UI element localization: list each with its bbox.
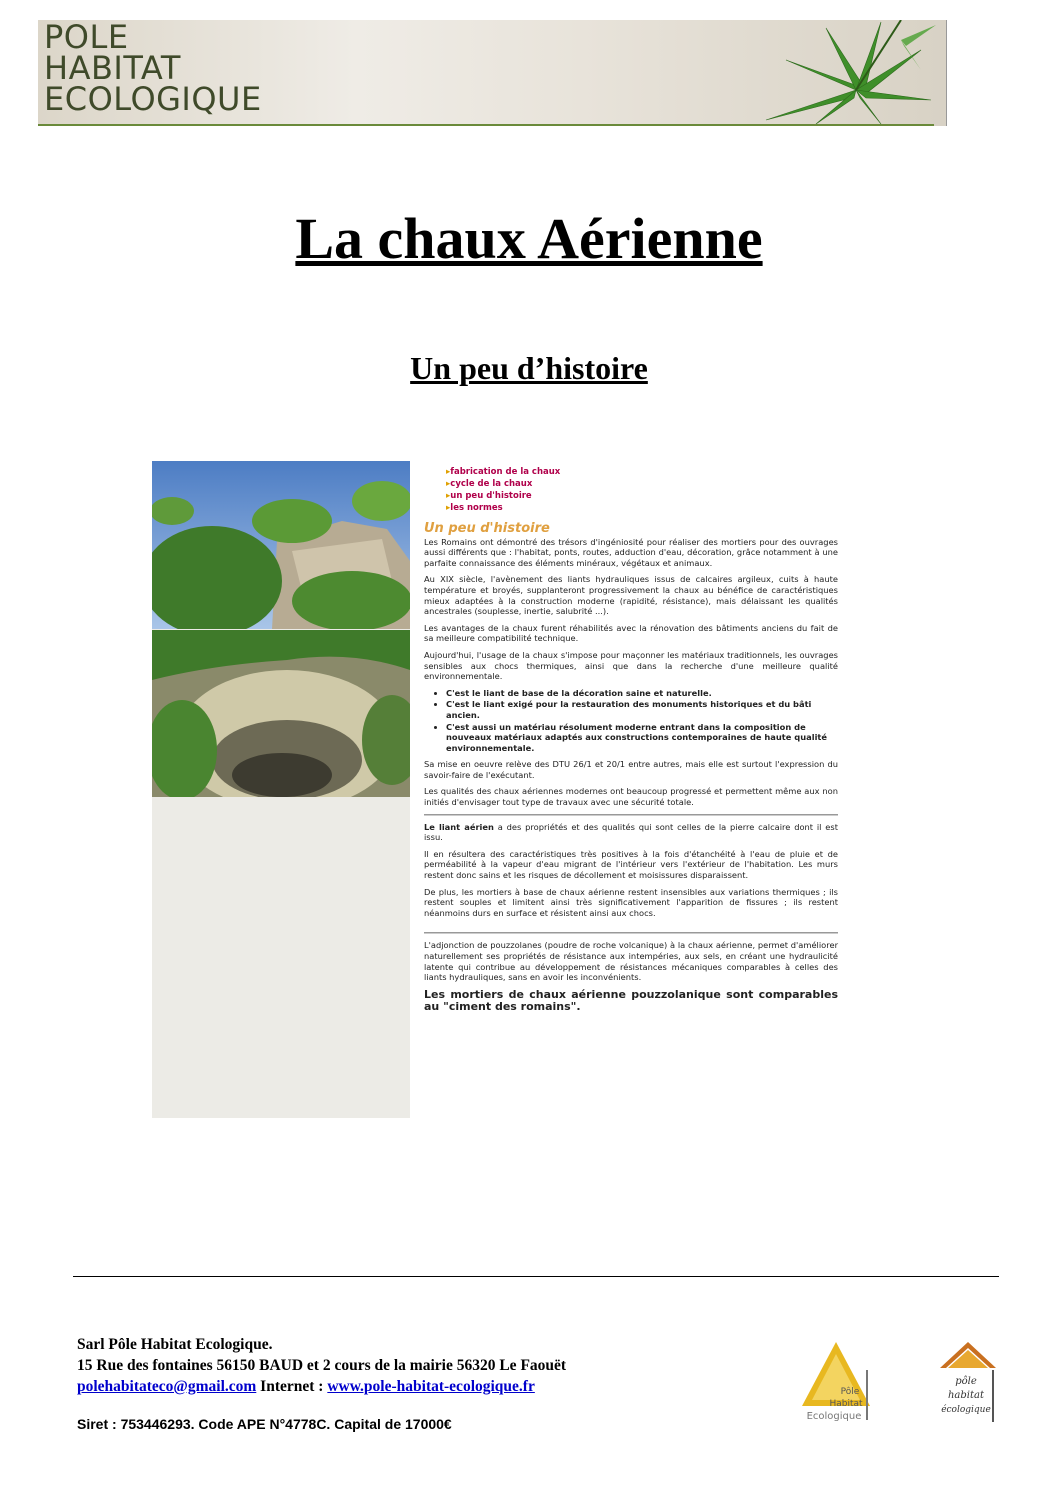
article-paragraph: De plus, les mortiers à base de chaux aérienne restent insensibles aux variations thermiques ; ils restent souples et limitent ainsi très significativement l'apparition de fissures ; ils restent néanmoins durs en surface et résistent ainsi aux chocs. [424, 886, 838, 918]
pole-habitat-house-logo-icon [938, 1340, 998, 1426]
contact-line [77, 1378, 535, 1396]
article-divider [424, 932, 838, 934]
logo-text: pôle [955, 1376, 977, 1387]
website-link[interactable]: www.pole-habitat-ecologique.fr [327, 1378, 535, 1395]
embedded-article [424, 465, 838, 1013]
embedded-left-column [152, 461, 410, 1118]
header-banner [38, 20, 947, 126]
article-paragraph: Les qualités des chaux aériennes modernes ont beaucoup progressé et permettent même aux non initiés d'envisager tout type de travaux avec une sécurité totale. [424, 786, 838, 808]
article-conclusion: Les mortiers de chaux aérienne pouzzolanique sont comparables au "ciment des romains". [424, 987, 838, 1013]
internet-label: Internet : [256, 1378, 328, 1395]
nav-item-histoire[interactable]: ▸ un peu d'histoire [446, 491, 838, 502]
nav-item-normes[interactable]: ▸ les normes [446, 503, 838, 514]
article-paragraph: L'adjonction de pouzzolanes (poudre de roche volcanique) à la chaux aérienne, permet d'améliorer naturellement ses propriétés de résistance aux intempéries, aux sels, en créant une hydraulicité latente qui contribue au développement de résistances mécaniques comparables à celles des liants hydrauliques, sans en avoir les inconvénients. [424, 940, 838, 983]
article-heading: Un peu d'histoire [424, 521, 550, 536]
page-title: La chaux Aérienne [295, 206, 763, 271]
logo-line: ECOLOGIQUE [44, 80, 262, 118]
banner-divider [38, 124, 934, 126]
logo-line: POLE [44, 18, 129, 56]
embedded-webpage-image [152, 461, 855, 1118]
nav-item-fabrication[interactable]: ▸ fabrication de la chaux [446, 467, 838, 478]
logo-text: Habitat [829, 1399, 863, 1409]
bullet-item: • C'est le liant de base de la décoration saine et naturelle. [446, 688, 838, 699]
article-paragraph [424, 822, 838, 843]
ruins-photo [152, 461, 410, 629]
article-paragraph: Il en résultera des caractéristiques très positives à la fois d'étanchéité à l'eau de pluie et de perméabilité à la vapeur d'eau migrant de l'intérieur vers l'extérieur de l'habitation. Les murs restent donc sains et les risques de décollement et moisissures disparaissent. [424, 848, 838, 881]
embedded-nav-menu [446, 467, 838, 514]
hemp-leaf-icon [706, 20, 936, 124]
logo-text: écologique [941, 1405, 991, 1415]
article-bullet-list [446, 688, 838, 754]
bullet-item: • C'est aussi un matériau résolument moderne entrant dans la composition de nouveaux matériaux adaptés aux constructions contemporaines de haute qualité environnementale. [446, 722, 838, 754]
article-paragraph: Au XIX siècle, l'avènement des liants hydrauliques issus de calcaires argileux, cuits à haute température et broyés, supplanteront progressivement la chaux au bénéfice de caractéristiques mieux adaptées à la construction moderne (rapidité, résistance), mais délaissant les qualités ancestrales (souplesse, inertie, salubrité ...). [424, 574, 838, 617]
article-paragraph: Les avantages de la chaux furent réhabilités avec la rénovation des bâtiments anciens du fait de sa meilleure compatibilité technique. [424, 622, 838, 644]
bold-term: Le liant aérien [424, 821, 494, 832]
lime-kiln-photo [152, 630, 410, 797]
footer-divider [73, 1276, 999, 1277]
article-paragraph: Les Romains ont démontré des trésors d'ingéniosité pour réaliser des mortiers pour des ouvrages aussi différents que : l'habitat, ponts, routes, adduction d'eau, décoration, grâce notamment à une parfaite connaissance des éléments minéraux, végétaux et animaux. [424, 536, 838, 568]
article-paragraph: Aujourd'hui, l'usage de la chaux s'impose pour maçonner les matériaux traditionnels, les ouvrages sensibles aux chocs thermiques, ainsi que dans la recherche d'une meilleure qualité environnementale. [424, 649, 838, 682]
siret-info: Siret : 753446293. Code APE N°4778C. Capital de 17000€ [77, 1416, 452, 1432]
article-divider [424, 814, 838, 816]
paragraph-text: a des propriétés et des qualités qui sont celles de la pierre calcaire dont il est issu. [424, 821, 838, 843]
nav-item-cycle[interactable]: ▸ cycle de la chaux [446, 479, 838, 490]
article-paragraph: Sa mise en oeuvre relève des DTU 26/1 et 20/1 entre autres, mais elle est surtout l'expression du savoir-faire de l'exécutant. [424, 759, 838, 780]
brand-logo [44, 18, 262, 118]
bullet-item: • C'est le liant exigé pour la restauration des monuments historiques et du bâti ancien. [446, 699, 838, 720]
logo-text: Ecologique [806, 1411, 862, 1422]
logo-text: Pôle [840, 1387, 860, 1397]
company-address: 15 Rue des fontaines 56150 BAUD et 2 cours de la mairie 56320 Le Faouët [77, 1357, 567, 1374]
pole-habitat-logo-icon [800, 1340, 872, 1424]
company-name-rest: arl Pôle Habitat Ecologique. [85, 1336, 273, 1353]
company-initial: S [77, 1336, 86, 1353]
email-link[interactable]: polehabitateco@gmail.com [77, 1378, 257, 1395]
logo-text: habitat [947, 1390, 985, 1401]
section-title: Un peu d’histoire [410, 350, 648, 386]
company-name [77, 1336, 272, 1354]
logo-line: HABITAT [44, 49, 181, 87]
